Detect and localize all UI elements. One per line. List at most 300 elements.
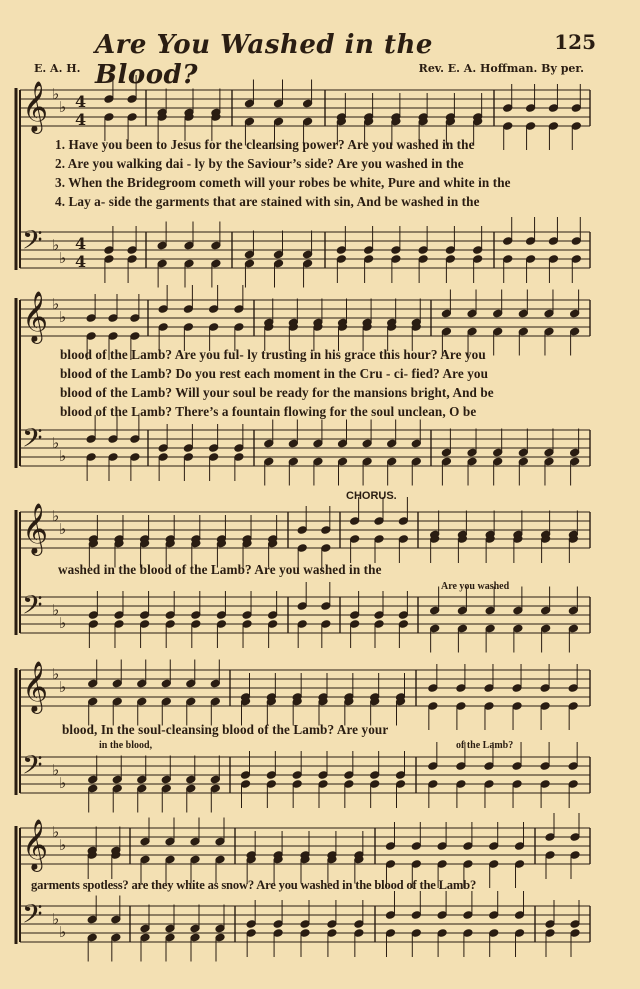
note-head <box>137 784 147 793</box>
note-head <box>467 327 477 336</box>
note-head <box>374 620 384 629</box>
chorus-label: CHORUS. <box>346 490 397 502</box>
note-head <box>503 237 513 246</box>
note-head <box>571 122 581 131</box>
note-head <box>321 544 331 553</box>
note-head <box>570 851 580 860</box>
note-head <box>441 327 451 336</box>
note-head <box>158 444 168 453</box>
note-head <box>288 457 298 466</box>
note-head <box>190 933 200 942</box>
treble-clef: 𝄞 <box>22 819 49 870</box>
note-head <box>190 855 200 864</box>
note-head <box>545 929 555 938</box>
note-head <box>186 775 196 784</box>
note-head <box>303 99 313 108</box>
note-head <box>428 780 438 789</box>
note-head <box>140 933 150 942</box>
note-head <box>127 255 137 264</box>
note-head <box>273 929 283 938</box>
note-head <box>244 259 254 268</box>
note-head <box>215 837 225 846</box>
flat-sign: ♭ <box>52 507 60 525</box>
note-head <box>467 448 477 457</box>
note-head <box>512 780 522 789</box>
verse-2-line-1: 2. Are you walking dai - ly by the Saviour’s side? Are you washed in the <box>55 156 464 171</box>
note-head <box>411 929 421 938</box>
note-head <box>274 99 284 108</box>
note-head <box>338 457 348 466</box>
note-head <box>512 702 522 711</box>
note-head <box>570 920 580 929</box>
note-head <box>344 780 354 789</box>
note-head <box>297 602 307 611</box>
note-head <box>165 611 175 620</box>
note-head <box>518 457 528 466</box>
note-head <box>545 851 555 860</box>
note-head <box>493 309 503 318</box>
note-head <box>386 911 396 920</box>
flat-sign: ♭ <box>59 836 67 854</box>
note-head <box>350 611 360 620</box>
treble-clef: 𝄞 <box>22 291 49 342</box>
verse-4-line-1: 4. Lay a- side the garments that are stained with sin, And be washed in the <box>55 194 480 209</box>
note-head <box>515 842 525 851</box>
note-head <box>88 611 98 620</box>
note-head <box>140 855 150 864</box>
composer-credit: E. A. H. <box>34 62 81 75</box>
note-head <box>568 762 578 771</box>
note-head <box>234 444 244 453</box>
flat-sign: ♭ <box>59 447 67 465</box>
note-head <box>209 444 219 453</box>
flat-sign: ♭ <box>59 678 67 696</box>
note-head <box>541 606 551 615</box>
note-head <box>288 439 298 448</box>
note-head <box>104 95 114 104</box>
note-head <box>104 113 114 122</box>
note-head <box>112 784 122 793</box>
verse-3-line-2: blood of the Lamb? Will your soul be ready for the mansions bright, And be <box>60 385 494 400</box>
time-sig: 4 <box>75 234 87 253</box>
note-head <box>327 920 337 929</box>
note-head <box>411 911 421 920</box>
note-head <box>489 842 499 851</box>
note-head <box>303 117 313 126</box>
chorus-line-2: blood, In the soul-cleansing blood of the Lamb? Are your <box>62 722 389 737</box>
note-head <box>215 924 225 933</box>
note-head <box>364 246 374 255</box>
note-head <box>140 924 150 933</box>
note-head <box>266 771 276 780</box>
note-head <box>344 771 354 780</box>
note-head <box>545 833 555 842</box>
note-head <box>396 771 406 780</box>
flat-sign: ♭ <box>52 236 60 254</box>
note-head <box>313 457 323 466</box>
note-head <box>274 117 284 126</box>
note-head <box>209 453 219 462</box>
chorus-cue-3: of the Lamb? <box>456 740 514 751</box>
note-head <box>87 915 97 924</box>
note-head <box>313 439 323 448</box>
note-head <box>570 929 580 938</box>
note-head <box>457 606 467 615</box>
note-head <box>184 259 194 268</box>
note-head <box>430 606 440 615</box>
note-head <box>242 611 252 620</box>
note-head <box>463 842 473 851</box>
note-head <box>493 327 503 336</box>
note-head <box>88 697 98 706</box>
note-head <box>515 929 525 938</box>
note-head <box>526 237 536 246</box>
note-head <box>88 620 98 629</box>
note-head <box>503 122 513 131</box>
time-sig: 4 <box>75 110 87 129</box>
note-head <box>321 526 331 535</box>
note-head <box>130 453 140 462</box>
note-head <box>391 255 401 264</box>
note-head <box>568 606 578 615</box>
note-head <box>456 702 466 711</box>
note-head <box>493 448 503 457</box>
note-head <box>411 439 421 448</box>
note-head <box>374 611 384 620</box>
note-head <box>137 697 147 706</box>
note-head <box>503 255 513 264</box>
note-head <box>362 457 372 466</box>
note-head <box>190 837 200 846</box>
note-head <box>88 784 98 793</box>
note-head <box>321 602 331 611</box>
page-number: 125 <box>554 30 596 54</box>
note-head <box>158 323 168 332</box>
note-head <box>484 762 494 771</box>
note-head <box>274 250 284 259</box>
note-head <box>456 762 466 771</box>
note-head <box>165 924 175 933</box>
note-head <box>437 842 447 851</box>
note-head <box>473 246 483 255</box>
note-head <box>571 237 581 246</box>
note-head <box>518 448 528 457</box>
note-head <box>216 620 226 629</box>
note-head <box>244 99 254 108</box>
note-head <box>398 611 408 620</box>
note-head <box>130 435 140 444</box>
note-head <box>127 95 137 104</box>
note-head <box>526 104 536 113</box>
note-head <box>544 457 554 466</box>
note-head <box>300 929 310 938</box>
note-head <box>268 620 278 629</box>
note-head <box>418 255 428 264</box>
note-head <box>515 860 525 869</box>
note-head <box>513 624 523 633</box>
note-head <box>244 117 254 126</box>
note-head <box>570 833 580 842</box>
note-head <box>140 620 150 629</box>
note-head <box>215 933 225 942</box>
note-head <box>544 448 554 457</box>
note-head <box>114 611 124 620</box>
note-head <box>467 457 477 466</box>
note-head <box>297 544 307 553</box>
note-head <box>540 762 550 771</box>
chorus-cue-1: Are you washed <box>441 581 510 592</box>
note-head <box>86 453 96 462</box>
note-head <box>398 517 408 526</box>
note-head <box>127 113 137 122</box>
note-head <box>241 771 251 780</box>
note-head <box>157 241 167 250</box>
chorus-cue-2: in the blood, <box>99 740 153 751</box>
note-head <box>370 771 380 780</box>
treble-clef: 𝄞 <box>22 661 49 712</box>
note-head <box>437 860 447 869</box>
note-head <box>137 679 147 688</box>
note-head <box>387 439 397 448</box>
note-head <box>548 255 558 264</box>
note-head <box>104 255 114 264</box>
note-head <box>114 620 124 629</box>
note-head <box>457 624 467 633</box>
note-head <box>246 929 256 938</box>
note-head <box>441 309 451 318</box>
note-head <box>493 457 503 466</box>
note-head <box>526 122 536 131</box>
note-head <box>570 327 580 336</box>
note-head <box>161 784 171 793</box>
note-head <box>112 697 122 706</box>
note-head <box>211 259 221 268</box>
note-head <box>437 929 447 938</box>
note-head <box>338 439 348 448</box>
note-head <box>396 780 406 789</box>
note-head <box>88 679 98 688</box>
note-head <box>540 702 550 711</box>
note-head <box>234 305 244 314</box>
note-head <box>568 684 578 693</box>
note-head <box>350 535 360 544</box>
note-head <box>489 929 499 938</box>
note-head <box>374 517 384 526</box>
note-head <box>209 305 219 314</box>
note-head <box>411 860 421 869</box>
note-head <box>484 684 494 693</box>
note-head <box>568 780 578 789</box>
flat-sign: ♭ <box>52 823 60 841</box>
note-head <box>137 775 147 784</box>
note-head <box>186 697 196 706</box>
note-head <box>428 702 438 711</box>
note-head <box>140 611 150 620</box>
note-head <box>234 323 244 332</box>
note-head <box>210 784 220 793</box>
note-head <box>321 620 331 629</box>
flat-sign: ♭ <box>59 774 67 792</box>
flat-sign: ♭ <box>59 98 67 116</box>
note-head <box>108 453 118 462</box>
note-head <box>246 920 256 929</box>
note-head <box>130 314 140 323</box>
note-head <box>108 314 118 323</box>
author-credit: Rev. E. A. Hoffman. By per. <box>418 62 584 75</box>
note-head <box>86 435 96 444</box>
note-head <box>485 606 495 615</box>
note-head <box>445 246 455 255</box>
note-head <box>362 439 372 448</box>
note-head <box>473 255 483 264</box>
note-head <box>503 104 513 113</box>
note-head <box>111 915 121 924</box>
treble-clef: 𝄞 <box>22 503 49 554</box>
note-head <box>161 679 171 688</box>
note-head <box>191 611 201 620</box>
note-head <box>130 332 140 341</box>
note-head <box>190 924 200 933</box>
note-head <box>484 780 494 789</box>
verse-4-line-2: blood of the Lamb? There’s a fountain flowing for the soul unclean, O be <box>60 404 477 419</box>
note-head <box>241 780 251 789</box>
flat-sign: ♭ <box>59 520 67 538</box>
note-head <box>364 255 374 264</box>
note-head <box>350 620 360 629</box>
verse-3-line-1: 3. When the Bridegroom cometh will your robes be white, Pure and white in the <box>55 175 511 190</box>
bass-clef: 𝄢 <box>22 749 43 787</box>
note-head <box>512 762 522 771</box>
note-head <box>398 620 408 629</box>
note-head <box>411 842 421 851</box>
note-head <box>242 620 252 629</box>
note-head <box>544 309 554 318</box>
flat-sign: ♭ <box>52 665 60 683</box>
treble-clef: 𝄞 <box>22 81 49 132</box>
note-head <box>485 624 495 633</box>
note-head <box>463 860 473 869</box>
note-head <box>292 780 302 789</box>
flat-sign: ♭ <box>52 761 60 779</box>
note-head <box>234 453 244 462</box>
note-head <box>158 453 168 462</box>
note-head <box>441 457 451 466</box>
note-head <box>165 855 175 864</box>
note-head <box>441 448 451 457</box>
note-head <box>548 122 558 131</box>
note-head <box>526 255 536 264</box>
chorus-line-1: washed in the blood of the Lamb? Are you washed in the <box>58 562 382 577</box>
note-head <box>354 929 364 938</box>
verse-2-line-2: blood of the Lamb? Do you rest each moment in the Cru - ci- fied? Are you <box>60 366 489 381</box>
note-head <box>86 314 96 323</box>
note-head <box>211 241 221 250</box>
note-head <box>515 911 525 920</box>
note-head <box>274 259 284 268</box>
note-head <box>548 104 558 113</box>
note-head <box>354 920 364 929</box>
note-head <box>297 526 307 535</box>
note-head <box>437 911 447 920</box>
note-head <box>570 457 580 466</box>
note-head <box>183 453 193 462</box>
time-sig: 4 <box>75 252 87 271</box>
note-head <box>456 780 466 789</box>
note-head <box>391 246 401 255</box>
chorus-line-3: garments spotless? are they white as snow? Are you washed in the blood of the Lamb? <box>31 878 477 892</box>
note-head <box>210 679 220 688</box>
note-head <box>186 784 196 793</box>
time-sig: 4 <box>75 92 87 111</box>
note-head <box>386 929 396 938</box>
note-head <box>108 435 118 444</box>
note-head <box>489 860 499 869</box>
note-head <box>112 775 122 784</box>
flat-sign: ♭ <box>52 910 60 928</box>
note-head <box>430 624 440 633</box>
note-head <box>541 624 551 633</box>
note-head <box>387 457 397 466</box>
note-head <box>292 771 302 780</box>
verse-1-line-2: blood of the Lamb? Are you ful- ly trusting in his grace this hour? Are you <box>60 347 486 362</box>
note-head <box>318 780 328 789</box>
note-head <box>215 855 225 864</box>
flat-sign: ♭ <box>59 249 67 267</box>
note-head <box>398 535 408 544</box>
note-head <box>386 842 396 851</box>
bass-clef: 𝄢 <box>22 589 43 627</box>
note-head <box>161 775 171 784</box>
note-head <box>210 697 220 706</box>
note-head <box>540 780 550 789</box>
note-head <box>87 933 97 942</box>
note-head <box>165 837 175 846</box>
note-head <box>467 309 477 318</box>
note-head <box>183 305 193 314</box>
verse-1-line-1: 1. Have you been to Jesus for the cleansing power? Are you washed in the <box>55 137 475 152</box>
note-head <box>571 255 581 264</box>
note-head <box>445 255 455 264</box>
note-head <box>264 457 274 466</box>
note-head <box>158 305 168 314</box>
note-head <box>210 775 220 784</box>
note-head <box>104 246 114 255</box>
note-head <box>336 255 346 264</box>
note-head <box>112 679 122 688</box>
note-head <box>140 837 150 846</box>
note-head <box>108 332 118 341</box>
note-head <box>209 323 219 332</box>
note-head <box>216 611 226 620</box>
note-head <box>570 448 580 457</box>
note-head <box>545 920 555 929</box>
note-head <box>183 444 193 453</box>
note-head <box>191 620 201 629</box>
note-head <box>88 775 98 784</box>
note-head <box>568 624 578 633</box>
note-head <box>518 309 528 318</box>
note-head <box>183 323 193 332</box>
note-head <box>418 246 428 255</box>
note-head <box>571 104 581 113</box>
note-head <box>386 860 396 869</box>
note-head <box>327 929 337 938</box>
flat-sign: ♭ <box>59 614 67 632</box>
note-head <box>264 439 274 448</box>
note-head <box>374 535 384 544</box>
note-head <box>318 771 328 780</box>
note-head <box>456 684 466 693</box>
